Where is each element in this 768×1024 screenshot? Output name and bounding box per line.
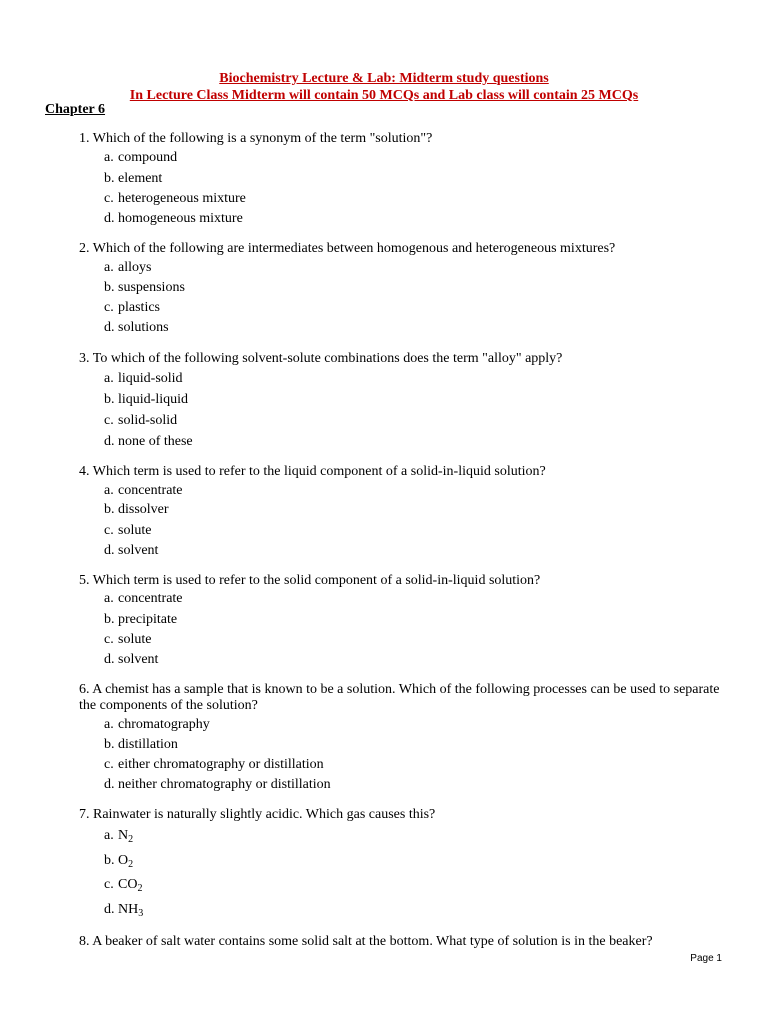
question-7: 7. Rainwater is naturally slightly acidic. Which gas causes this? [79, 807, 436, 822]
option-5a: a. concentrate [104, 591, 183, 606]
page-number: Page 1 [690, 953, 722, 964]
option-2d: d. solutions [104, 320, 169, 335]
option-2a: a. alloys [104, 260, 152, 275]
option-6c: c. either chromatography or distillation [104, 757, 324, 772]
option-1a: a. compound [104, 150, 178, 165]
option-4b: b. dissolver [104, 502, 169, 517]
option-7b: b. $O_2$ [104, 853, 134, 870]
option-1d: d. homogeneous mixture [104, 211, 243, 226]
option-3b: b. liquid-liquid [104, 392, 188, 407]
option-3d: d. none of these [104, 434, 193, 449]
question-8: 8. A beaker of salt water contains some solid salt at the bottom. What type of solution is in the beaker? [79, 934, 653, 949]
chapter-heading: Chapter 6 [45, 102, 106, 117]
option-5c: c. solute [104, 632, 152, 647]
question-6: 6. A chemist has a sample that is known to be a solution. Which of the following processes can be used to separate the components of the solution? [79, 682, 720, 713]
option-3a: a. liquid-solid [104, 371, 183, 386]
question-5: 5. Which term is used to refer to the solid component of a solid-in-liquid solution? [79, 573, 541, 588]
option-1b: b. element [104, 171, 163, 186]
option-2b: b. suspensions [104, 280, 185, 295]
option-4c: c. solute [104, 523, 152, 538]
question-1: 1. Which of the following is a synonym of the term "solution"? [79, 131, 433, 146]
option-5d: d. solvent [104, 652, 159, 667]
question-4: 4. Which term is used to refer to the liquid component of a solid-in-liquid solution? [79, 464, 546, 479]
option-7d: d. $NH_3$ [104, 902, 144, 919]
option-2c: c. plastics [104, 300, 160, 315]
option-6d: d. neither chromatography or distillation [104, 777, 331, 792]
option-6b: b. distillation [104, 737, 178, 752]
option-3c: c. solid-solid [104, 413, 178, 428]
question-2: 2. Which of the following are intermediates between homogenous and heterogeneous mixtures? [79, 241, 616, 256]
document-title: Biochemistry Lecture & Lab: Midterm study questions [219, 71, 549, 86]
question-3: 3. To which of the following solvent-solute combinations does the term "alloy" apply? [79, 351, 563, 366]
option-7a: a. $N_2$ [104, 828, 134, 845]
option-5b: b. precipitate [104, 612, 178, 627]
option-4d: d. solvent [104, 543, 159, 558]
option-4a: a. concentrate [104, 483, 183, 498]
document-subtitle: In Lecture Class Midterm will contain 50 MCQs and Lab class will contain 25 MCQs [129, 88, 639, 103]
option-6a: a. chromatography [104, 717, 210, 732]
option-1c: c. heterogeneous mixture [104, 191, 246, 206]
option-7c: c. $CO_2$ [104, 877, 143, 894]
